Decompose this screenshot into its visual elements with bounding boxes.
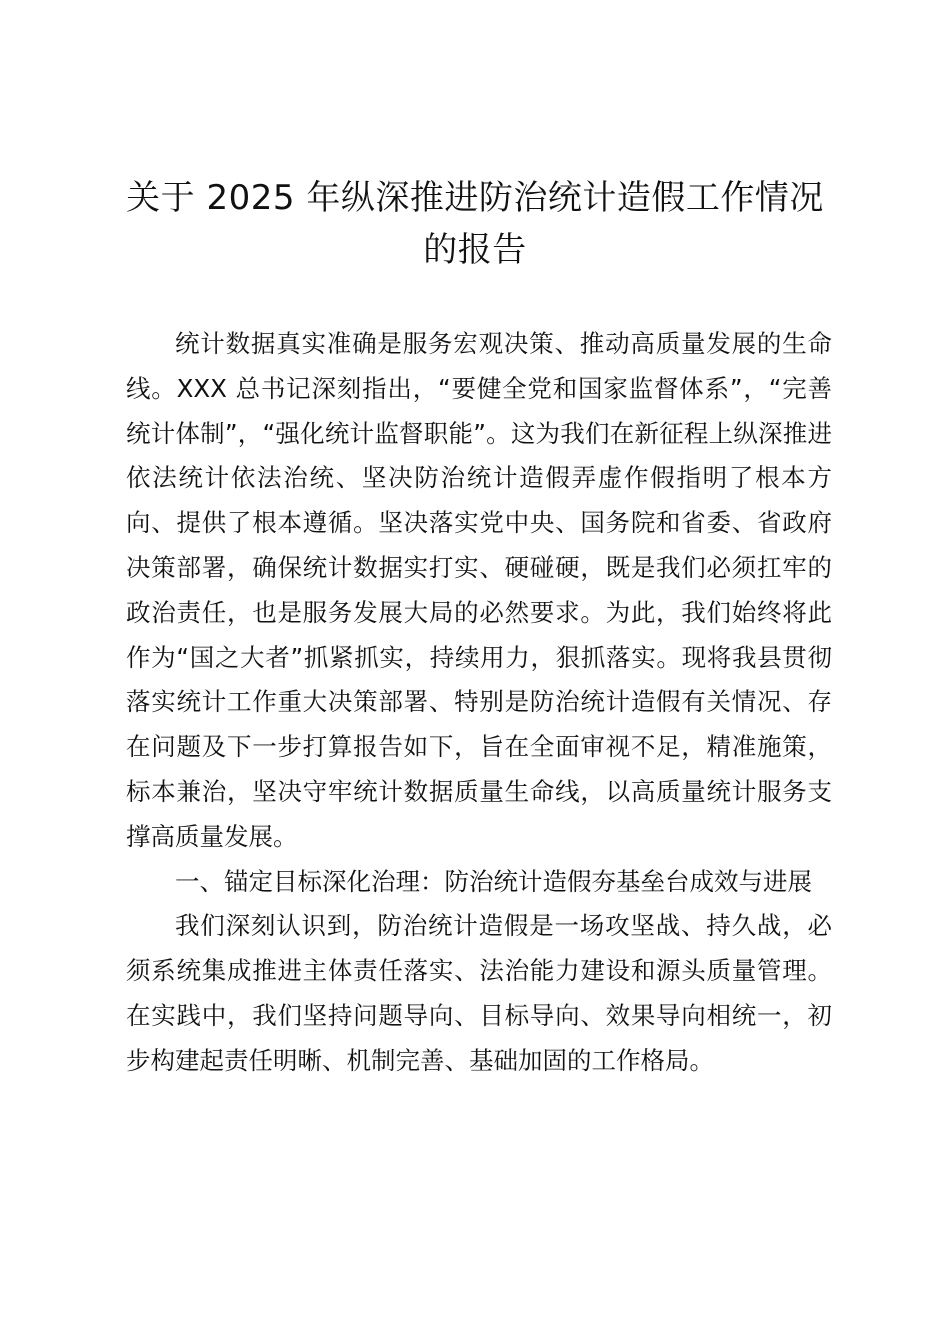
document-body: [126, 322, 832, 1084]
section-heading-1: 一、锚定目标深化治理：防治统计造假夯基垒台成效与进展: [175, 866, 812, 896]
document-title: [110, 172, 840, 276]
title-line-1: 关于 2025 年纵深推进防治统计造假工作情况: [126, 178, 824, 218]
intro-paragraph: 统计数据真实准确是服务宏观决策、推动高质量发展的生命线。XXX 总书记深刻指出，“要健全党和国家监督体系”，“完善统计体制”，“强化统计监督职能”。这为我们在新征程上纵深推进依法统计依法治统、坚决防治统计造假弄虚作假指明了根本方向、提供了根本遵循。坚决落实党中央、国务院和省委、省政府决策部署，确保统计数据实打实、硬碰硬，既是我们必须扛牢的政治责任，也是服务发展大局的必然要求。为此，我们始终将此作为“国之大者”抓紧抓实，持续用力，狠抓落实。现将我县贯彻落实统计工作重大决策部署、特别是防治统计造假有关情况、存在问题及下一步打算报告如下，旨在全面审视不足，精准施策，标本兼治，坚决守牢统计数据质量生命线，以高质量统计服务支撑高质量发展。: [126, 329, 832, 851]
title-line-2: 的报告: [423, 230, 527, 270]
section-paragraph-1: 我们深刻认识到，防治统计造假是一场攻坚战、持久战，必须系统集成推进主体责任落实、法治能力建设和源头质量管理。在实践中，我们坚持问题导向、目标导向、效果导向相统一，初步构建起责任明晰、机制完善、基础加固的工作格局。: [126, 911, 832, 1075]
